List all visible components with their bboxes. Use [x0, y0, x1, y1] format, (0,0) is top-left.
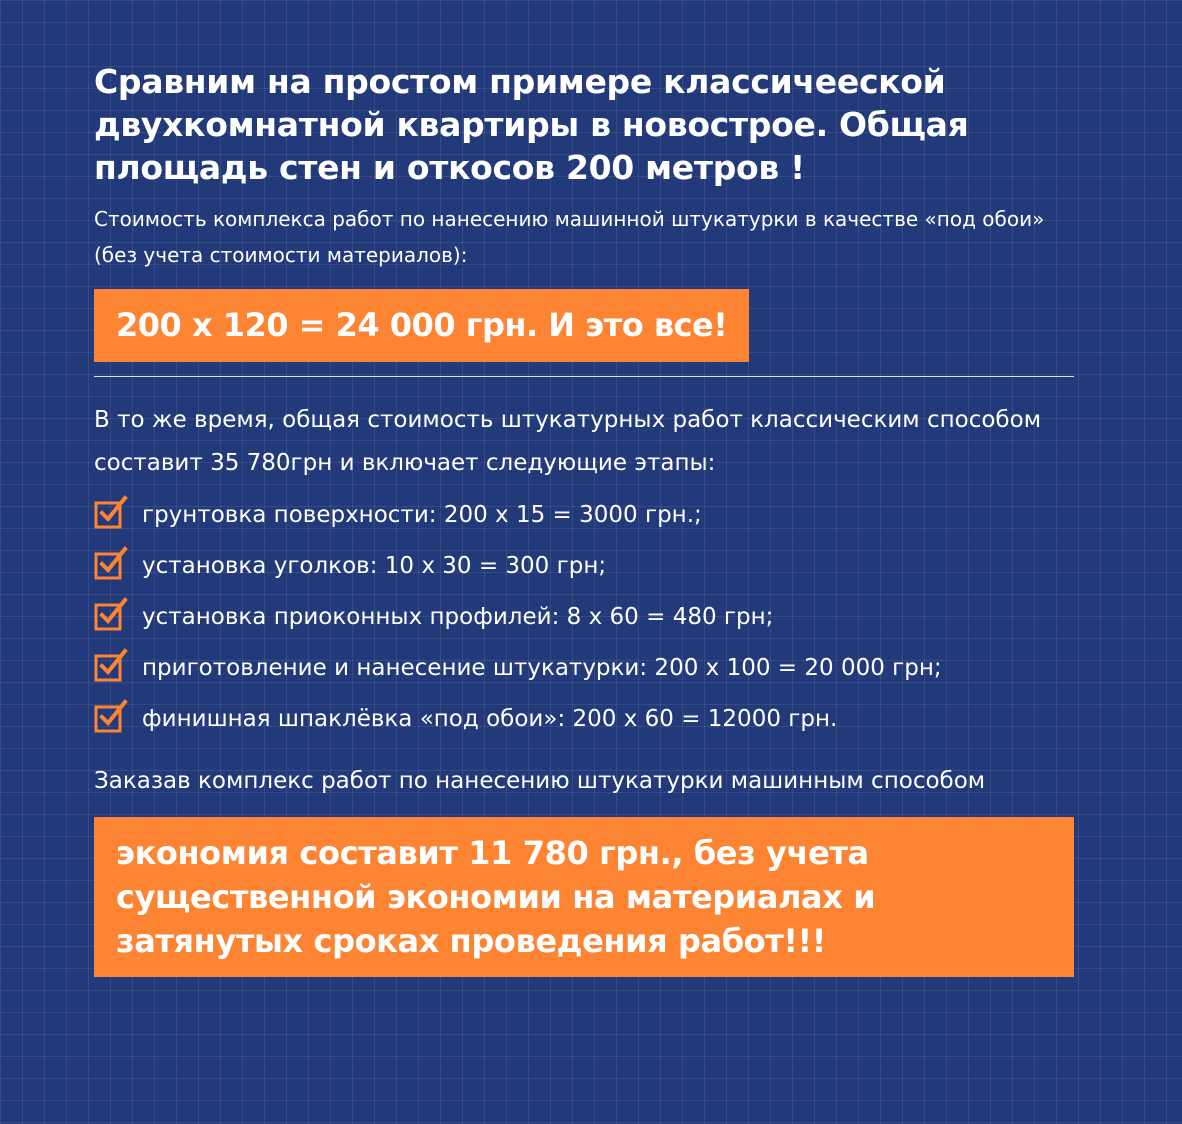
stage-text: приготовление и нанесение штукатурки: 200 х 100 = 20 000 грн; [142, 654, 942, 681]
order-summary-text: Заказав комплекс работ по нанесению штукатурки машинным способом [94, 768, 986, 794]
stage-item [94, 642, 1074, 693]
checkbox-checked-icon [94, 597, 128, 631]
stage-item [94, 591, 1074, 642]
cost-description-note: (без учета стоимости материалов): [94, 243, 468, 267]
stage-item [94, 540, 1074, 591]
page-title: Сравним на простом примере классичееской двухкомнатной квартиры в новострое. Общая площадь стен и откосов 200 метров ! [94, 62, 969, 187]
stage-text: финишная шпаклёвка «под обои»: 200 х 60 = 12000 грн. [142, 705, 838, 732]
divider [94, 376, 1074, 377]
stages-list [94, 489, 1074, 744]
stage-text: установка приоконных профилей: 8 х 60 = 480 грн; [142, 603, 774, 630]
checkbox-checked-icon [94, 699, 128, 733]
stage-item [94, 693, 1074, 744]
checkbox-checked-icon [94, 648, 128, 682]
checkbox-checked-icon [94, 546, 128, 580]
savings-banner: экономия составит 11 780 грн., без учета существенной экономии на материалах и затянутых сроках проведения работ!!! [94, 817, 1074, 977]
stage-text: установка уголков: 10 х 30 = 300 грн; [142, 552, 607, 579]
content-section [94, 60, 1074, 977]
classic-cost-intro: В то же время, общая стоимость штукатурных работ классическим способом составит 35 780грн и включает следующие этапы: [94, 407, 1042, 476]
cost-description [94, 201, 1054, 273]
checkbox-checked-icon [94, 495, 128, 529]
machine-cost-banner: 200 х 120 = 24 000 грн. И это все! [94, 289, 749, 362]
stage-text: грунтовка поверхности: 200 х 15 = 3000 грн.; [142, 501, 702, 528]
stage-item [94, 489, 1074, 540]
cost-description-line: Стоимость комплекса работ по нанесению машинной штукатурки в качестве «под обои» [94, 207, 1045, 231]
